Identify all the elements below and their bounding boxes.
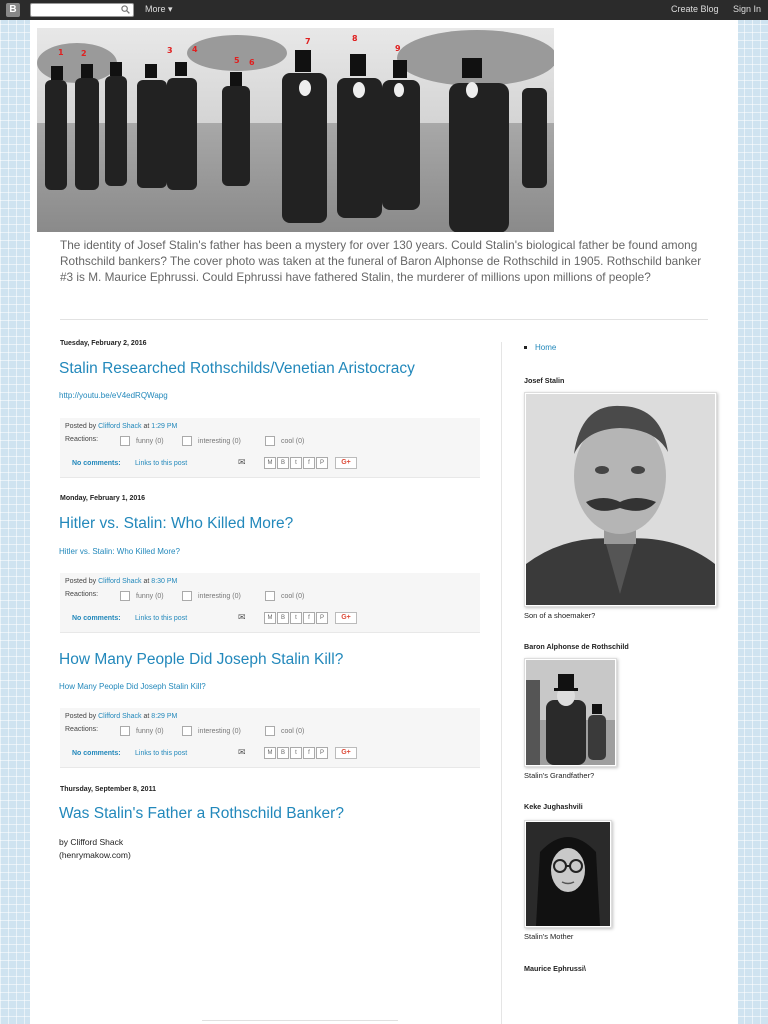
reaction-checkbox[interactable] bbox=[120, 591, 130, 601]
post-body-link[interactable]: How Many People Did Joseph Stalin Kill? bbox=[59, 682, 206, 691]
blog-description: The identity of Josef Stalin's father has been a mystery for over 130 years. Could Stalin's biological father be found among Rothschild bankers? The cover photo was taken at the funeral of Baron Alphonse de Rothschild in 1905. Rothschild banker #3 is M. Maurice Ephrussi. Could Ephrussi have fathered Stalin, the murderer of millions upon millions of people? bbox=[60, 238, 702, 284]
email-share-icon[interactable]: M bbox=[264, 612, 276, 624]
facebook-share-icon[interactable]: f bbox=[303, 747, 315, 759]
header-divider bbox=[60, 319, 708, 320]
email-post-icon[interactable]: ✉ bbox=[238, 612, 246, 622]
post-links-row bbox=[72, 460, 188, 467]
post-byline-text: by Clifford Shack bbox=[59, 837, 124, 847]
posted-by-label: Posted by bbox=[65, 423, 97, 430]
post-title-link[interactable]: Hitler vs. Stalin: Who Killed More? bbox=[59, 515, 294, 532]
photo-number-9: 9 bbox=[395, 44, 401, 53]
reactions-row bbox=[65, 436, 305, 445]
photo-number-1: 1 bbox=[58, 48, 64, 57]
pinterest-share-icon[interactable]: P bbox=[316, 457, 328, 469]
reactions-label: Reactions: bbox=[65, 726, 99, 733]
sidebar-home-link[interactable]: Home bbox=[535, 343, 557, 352]
post-footer bbox=[60, 573, 480, 633]
email-post-icon[interactable]: ✉ bbox=[238, 747, 246, 757]
post-time-link[interactable]: 8:30 PM bbox=[151, 578, 178, 585]
reaction-interesting[interactable]: interesting (0) bbox=[182, 436, 241, 446]
comments-link[interactable]: No comments: bbox=[72, 615, 121, 622]
google-plus-button[interactable]: G+ bbox=[335, 612, 357, 624]
at-label: at bbox=[143, 713, 150, 720]
more-menu-button[interactable]: More ▾ bbox=[145, 4, 173, 14]
blogthis-share-icon[interactable]: B bbox=[277, 747, 289, 759]
blogger-logo-icon[interactable]: B bbox=[6, 3, 20, 17]
post-body-link[interactable]: http://youtu.be/eV4edRQWapg bbox=[59, 391, 168, 400]
photo-number-6: 6 bbox=[249, 58, 255, 67]
reaction-interesting[interactable]: interesting (0) bbox=[182, 726, 241, 736]
post-byline bbox=[65, 713, 177, 720]
google-plus-button[interactable]: G+ bbox=[335, 747, 357, 759]
reactions-label: Reactions: bbox=[65, 436, 99, 443]
blogger-navbar bbox=[0, 0, 768, 20]
post-date: Tuesday, February 2, 2016 bbox=[60, 340, 147, 347]
blogthis-share-icon[interactable]: B bbox=[277, 457, 289, 469]
photo-number-4: 4 bbox=[192, 45, 198, 54]
reactions-label: Reactions: bbox=[65, 591, 99, 598]
widget-title-rothschild: Baron Alphonse de Rothschild bbox=[524, 642, 629, 651]
reaction-cool[interactable]: cool (0) bbox=[265, 436, 304, 446]
post-footer bbox=[60, 708, 480, 768]
reactions-row bbox=[65, 591, 305, 600]
post-title-link[interactable]: Was Stalin's Father a Rothschild Banker? bbox=[59, 805, 344, 822]
author-link[interactable]: Clifford Shack bbox=[98, 423, 142, 430]
post-footer bbox=[60, 418, 480, 478]
twitter-share-icon[interactable]: t bbox=[290, 612, 302, 624]
post-body-link[interactable]: Hitler vs. Stalin: Who Killed More? bbox=[59, 547, 180, 556]
reaction-cool[interactable]: cool (0) bbox=[265, 726, 304, 736]
header-photo-funeral[interactable] bbox=[37, 28, 554, 232]
reaction-interesting[interactable]: interesting (0) bbox=[182, 591, 241, 601]
at-label: at bbox=[143, 578, 150, 585]
widget-caption-stalin: Son of a shoemaker? bbox=[524, 611, 596, 620]
search-icon[interactable] bbox=[121, 5, 130, 14]
reaction-checkbox[interactable] bbox=[120, 726, 130, 736]
navbar-search-input[interactable] bbox=[30, 3, 134, 17]
facebook-share-icon[interactable]: f bbox=[303, 612, 315, 624]
create-blog-link[interactable]: Create Blog bbox=[671, 4, 719, 14]
comments-link[interactable]: No comments: bbox=[72, 750, 121, 757]
reaction-checkbox[interactable] bbox=[265, 436, 275, 446]
post-date: Monday, February 1, 2016 bbox=[60, 495, 146, 502]
post-links-row bbox=[72, 750, 188, 757]
blogthis-share-icon[interactable]: B bbox=[277, 612, 289, 624]
email-share-icon[interactable]: M bbox=[264, 747, 276, 759]
widget-caption-rothschild: Stalin's Grandfather? bbox=[524, 771, 595, 780]
comments-link[interactable]: No comments: bbox=[72, 460, 121, 467]
links-to-post-link[interactable]: Links to this post bbox=[135, 460, 188, 467]
stalin-portrait-image[interactable] bbox=[524, 392, 717, 607]
pinterest-share-icon[interactable]: P bbox=[316, 612, 328, 624]
reaction-funny[interactable]: funny (0) bbox=[120, 436, 164, 446]
reaction-cool[interactable]: cool (0) bbox=[265, 591, 304, 601]
reaction-checkbox[interactable] bbox=[182, 436, 192, 446]
photo-number-2: 2 bbox=[81, 49, 87, 58]
posted-by-label: Posted by bbox=[65, 578, 97, 585]
email-share-icon[interactable]: M bbox=[264, 457, 276, 469]
post-date: Thursday, September 8, 2011 bbox=[60, 786, 156, 793]
rothschild-photo-image[interactable] bbox=[524, 658, 617, 767]
pinterest-share-icon[interactable]: P bbox=[316, 747, 328, 759]
reaction-checkbox[interactable] bbox=[182, 591, 192, 601]
reaction-checkbox[interactable] bbox=[120, 436, 130, 446]
post-source-text: (henrymakow.com) bbox=[59, 850, 131, 860]
widget-caption-keke: Stalin's Mother bbox=[524, 932, 574, 941]
twitter-share-icon[interactable]: t bbox=[290, 457, 302, 469]
email-post-icon[interactable]: ✉ bbox=[238, 457, 246, 467]
keke-photo-image[interactable] bbox=[524, 820, 612, 928]
author-link[interactable]: Clifford Shack bbox=[98, 578, 142, 585]
reaction-funny[interactable]: funny (0) bbox=[120, 591, 164, 601]
post-time-link[interactable]: 1:29 PM bbox=[151, 423, 178, 430]
reaction-checkbox[interactable] bbox=[265, 591, 275, 601]
author-link[interactable]: Clifford Shack bbox=[98, 713, 142, 720]
blog-page bbox=[30, 20, 738, 1024]
posted-by-label: Posted by bbox=[65, 713, 97, 720]
reaction-checkbox[interactable] bbox=[182, 726, 192, 736]
photo-number-5: 5 bbox=[234, 56, 240, 65]
post-time-link[interactable]: 8:29 PM bbox=[151, 713, 178, 720]
sidebar-divider bbox=[501, 342, 502, 1024]
twitter-share-icon[interactable]: t bbox=[290, 747, 302, 759]
sign-in-link[interactable]: Sign In bbox=[733, 4, 762, 14]
post-byline bbox=[65, 578, 177, 585]
google-plus-button[interactable]: G+ bbox=[335, 457, 357, 469]
reaction-checkbox[interactable] bbox=[265, 726, 275, 736]
photo-number-7: 7 bbox=[305, 37, 311, 46]
post-title-link[interactable]: How Many People Did Joseph Stalin Kill? bbox=[59, 651, 344, 668]
at-label: at bbox=[143, 423, 150, 430]
photo-number-8: 8 bbox=[352, 34, 358, 43]
facebook-share-icon[interactable]: f bbox=[303, 457, 315, 469]
links-to-post-link[interactable]: Links to this post bbox=[135, 615, 188, 622]
widget-title-stalin: Josef Stalin bbox=[524, 376, 565, 385]
post-title-link[interactable]: Stalin Researched Rothschilds/Venetian Aristocracy bbox=[59, 360, 415, 377]
reactions-row bbox=[65, 726, 305, 735]
photo-number-3: 3 bbox=[167, 46, 173, 55]
widget-title-ephrussi: Maurice Ephrussi\ bbox=[524, 964, 586, 973]
post-byline bbox=[65, 423, 177, 430]
widget-title-keke: Keke Jughashvili bbox=[524, 802, 583, 811]
links-to-post-link[interactable]: Links to this post bbox=[135, 750, 188, 757]
bottom-divider bbox=[202, 1020, 398, 1024]
reaction-funny[interactable]: funny (0) bbox=[120, 726, 164, 736]
post-links-row bbox=[72, 615, 188, 622]
